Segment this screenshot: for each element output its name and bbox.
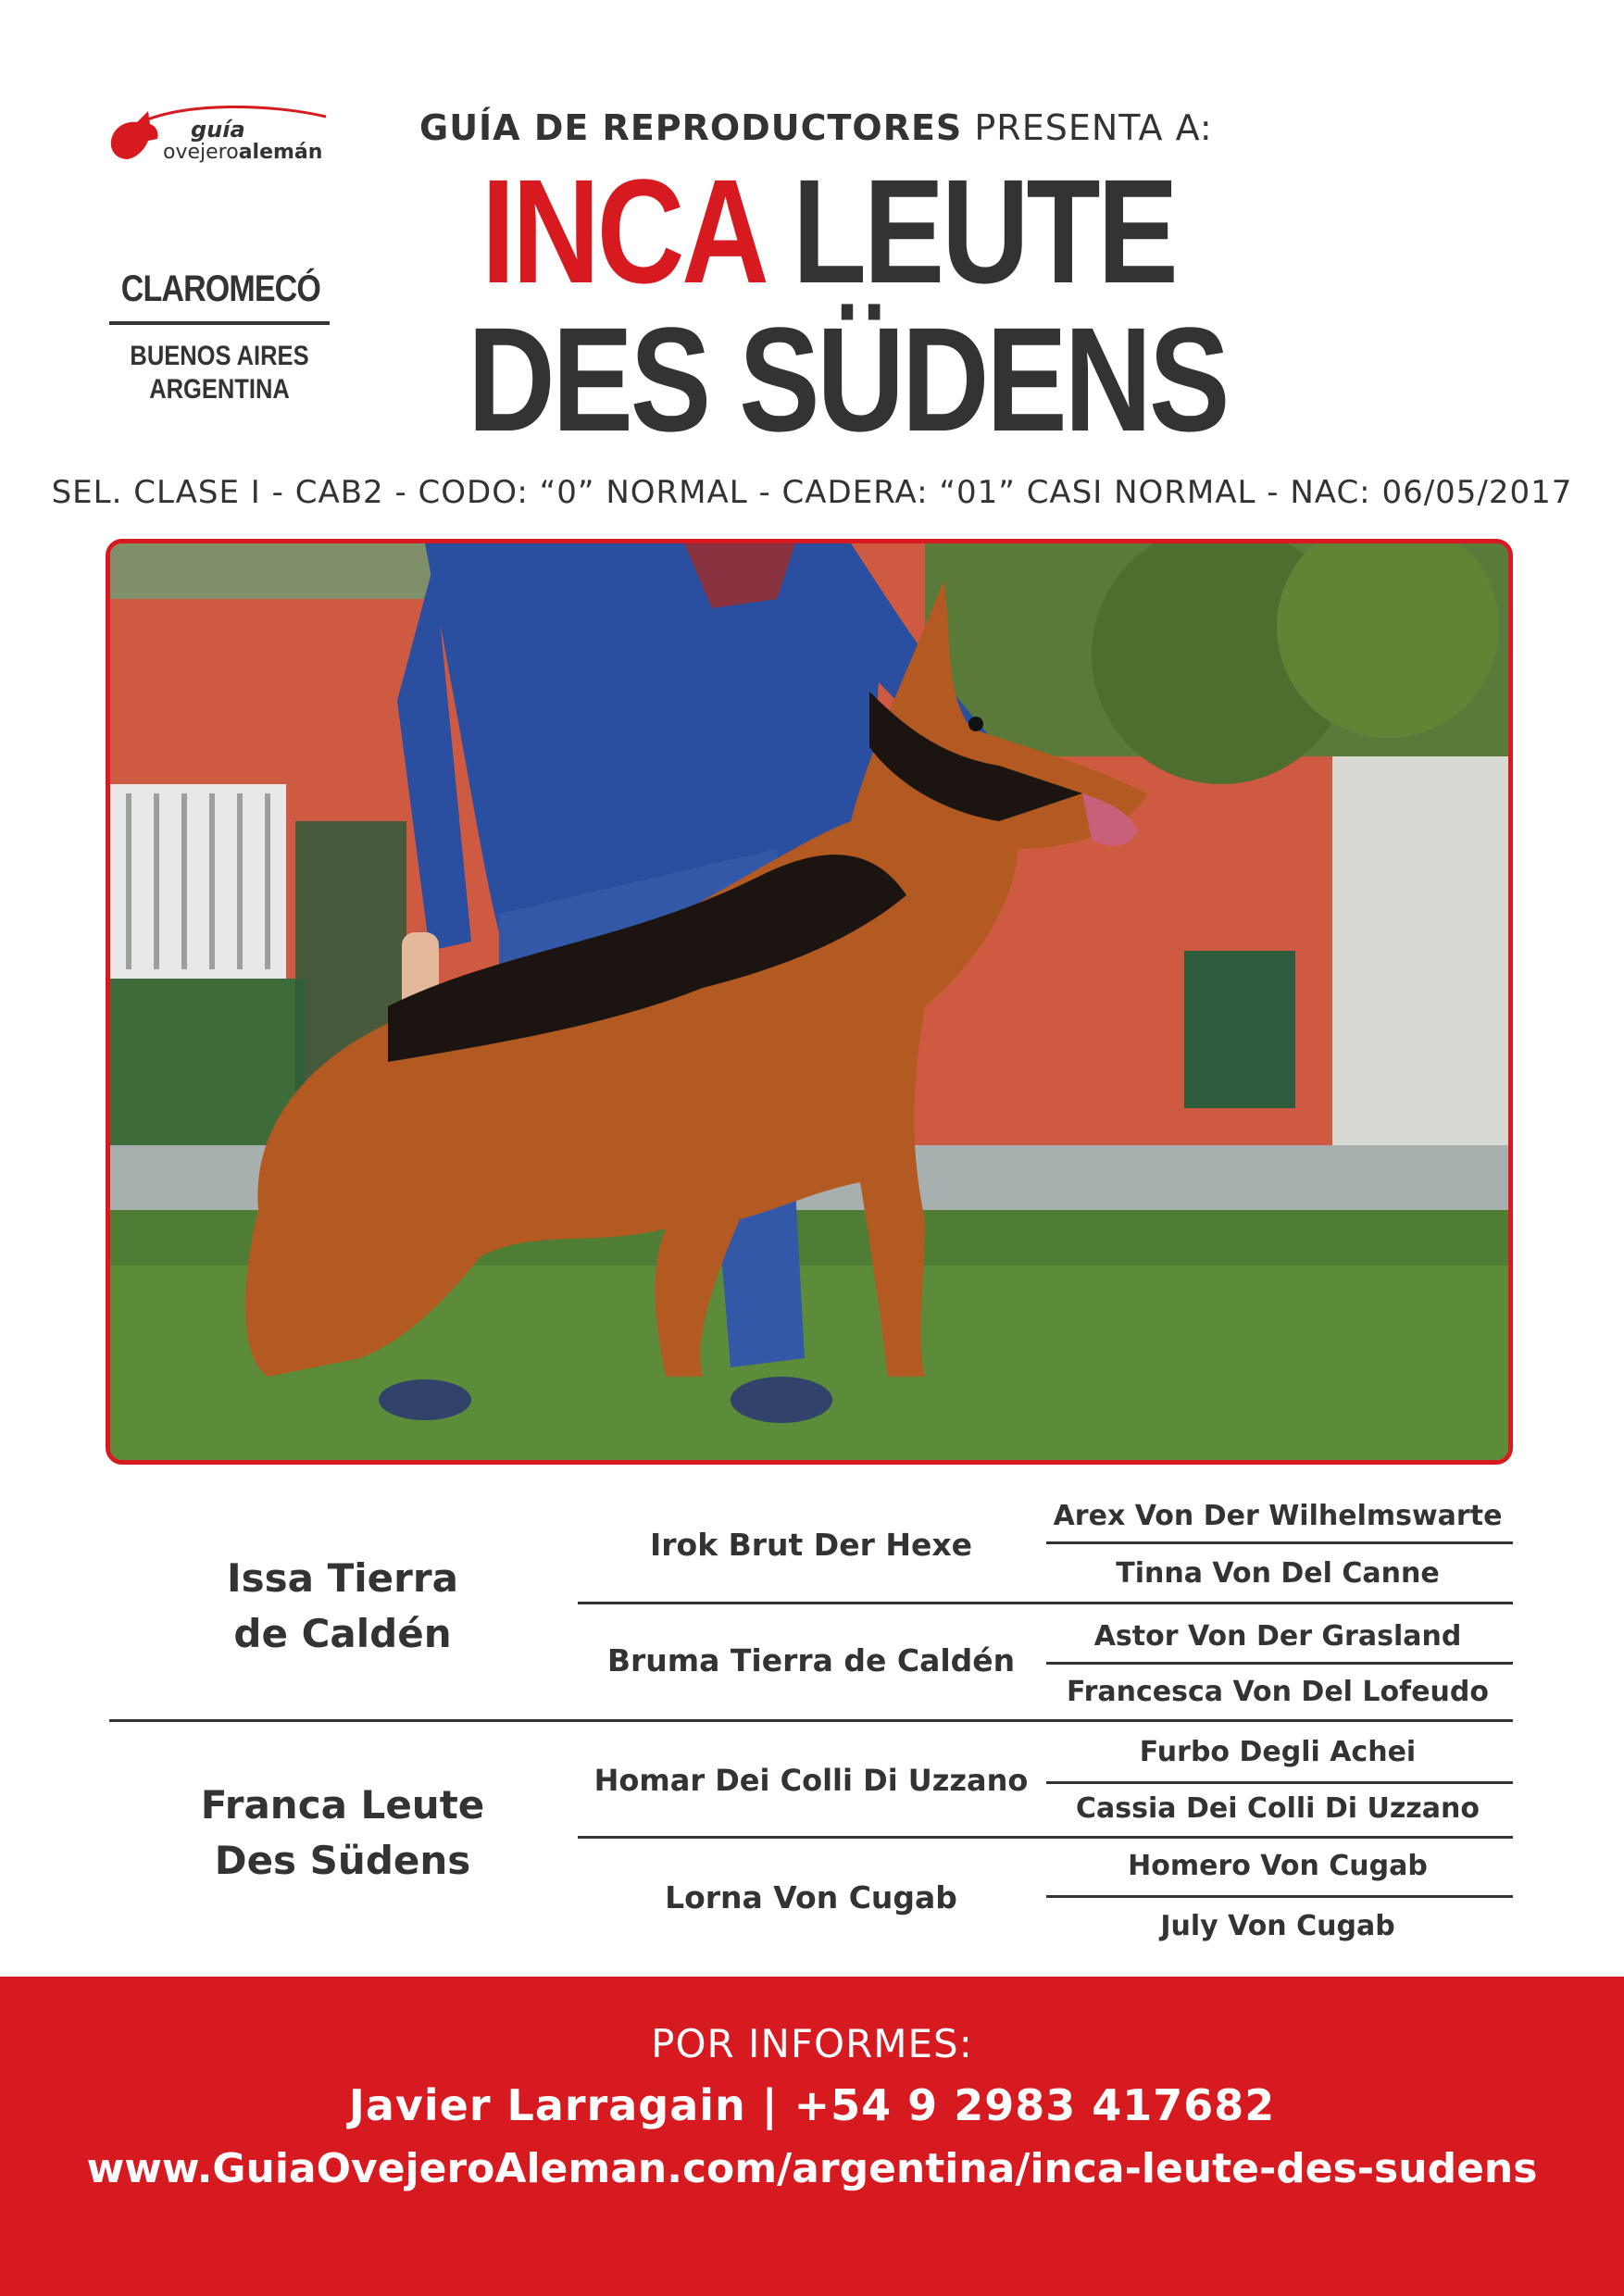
dog-name-line1 [481,148,1176,314]
pedigree-great-grandparent: Cassia Dei Colli Di Uzzano [1076,1792,1480,1825]
pedigree-divider [1046,1895,1513,1898]
pedigree-divider [578,1602,1513,1604]
dog-photo [106,539,1513,1465]
pedigree-great-grandparent: Furbo Degli Achei [1139,1736,1417,1768]
contact-line: Javier Larragain | +54 9 2983 417682 [348,2080,1276,2130]
dog-name-inca: INCA [481,148,762,314]
pedigree-great-grandparent: Astor Von Der Grasland [1093,1620,1462,1653]
pedigree-divider-main [109,1719,1513,1722]
website-link[interactable]: www.GuiaOvejeroAleman.com/argentina/inca-leute-des-sudens [86,2145,1538,2192]
logo-aleman: alemán [238,141,323,164]
german-shepherd-photo-illustration [110,543,1508,1460]
pedigree-divider [578,1836,1513,1839]
pedigree-great-grandparent: Francesca Von Del Lofeudo [1067,1676,1489,1708]
specs-line: SEL. CLASE I - CAB2 - CODO: “0” NORMAL - CADERA: “01” CASI NORMAL - NAC: 06/05/2017 [51,474,1573,511]
contact-footer [0,1977,1624,2296]
presenta-rest: PRESENTA A: [962,107,1213,148]
pedigree-sire-line1: Issa Tierra [227,1555,458,1601]
pedigree-grandparent: Lorna Von Cugab [665,1879,957,1915]
pedigree-grandparent: Homar Dei Colli Di Uzzano [593,1763,1029,1798]
location-region-1: BUENOS AIRES [130,341,309,371]
pedigree-divider [1046,1541,1513,1544]
pedigree-great-grandparent: Tinna Von Del Canne [1116,1557,1440,1590]
pedigree-great-grandparent: July Von Cugab [1160,1910,1395,1942]
pedigree-sire-line2: de Caldén [233,1611,452,1656]
location-block [104,268,335,406]
presenta-bold: GUÍA DE REPRODUCTORES [419,107,963,148]
pedigree-dam-line2: Des Südens [214,1838,471,1883]
pedigree-grandparent: Irok Brut Der Hexe [649,1527,973,1563]
pedigree-grandparent: Bruma Tierra de Caldén [606,1642,1016,1678]
location-city: CLAROMECÓ [120,268,320,309]
pedigree-dam-line1: Franca Leute [200,1782,485,1828]
location-divider [109,321,330,325]
pedigree-divider [1046,1662,1513,1665]
pedigree-great-grandparent: Arex Von Der Wilhelmswarte [1053,1500,1503,1532]
presenta-line [419,107,1213,148]
dog-name-line2: DES SÜDENS [468,296,1228,462]
pedigree-table [0,1500,1624,1963]
pedigree-dam [139,1778,546,1889]
pedigree-sire [139,1551,546,1662]
pedigree-great-grandparent: Homero Von Cugab [1128,1850,1428,1882]
logo-subtitle [163,141,322,164]
location-region-2: ARGENTINA [149,374,290,405]
pedigree-divider [1046,1781,1513,1784]
brand-logo [104,104,335,178]
dog-name-leute: LEUTE [761,148,1176,314]
por-informes-label: POR INFORMES: [651,2021,973,2066]
logo-guia-text: guía [191,117,245,143]
logo-ovejero: ovejero [163,141,239,164]
